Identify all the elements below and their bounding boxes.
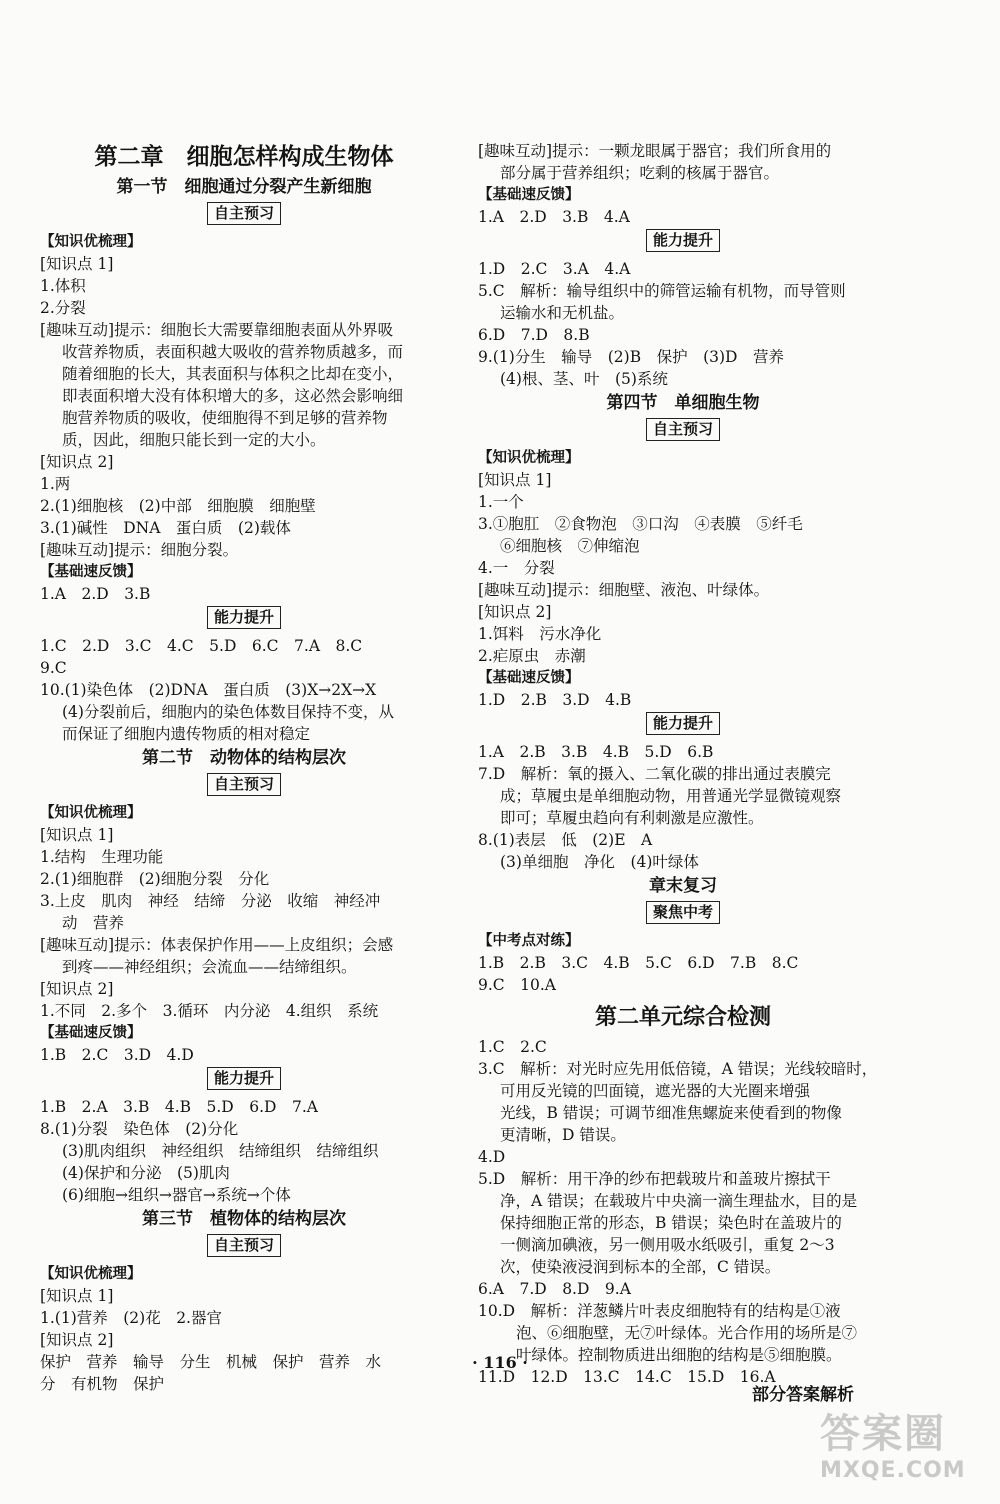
left-chapter-title: 第二章 细胞怎样构成生物体 — [94, 144, 394, 170]
right-answer-line: 1.C 2.C — [478, 1038, 547, 1056]
right-answer-line-cont: ⑥细胞核 ⑦伸缩泡 — [500, 537, 640, 555]
right-answer-line-cont: 更清晰，D 错误。 — [500, 1126, 626, 1144]
right-section-box — [478, 229, 888, 257]
right-answer-line: 1.D 2.C 3.A 4.A — [478, 260, 631, 278]
left-box-label: 能力提升 — [207, 1067, 281, 1090]
right-answer-line-cont: 一侧滴加碘液，另一侧用吸水纸吸引，重复 2～3 — [500, 1236, 835, 1254]
left-answer-line-cont: 而保证了细胞内遗传物质的相对稳定 — [62, 725, 311, 743]
left-answer-line: 8.(1)分裂 染色体 (2)分化 — [40, 1120, 239, 1138]
left-answer-line: [趣味互动]提示：体表保护作用——上皮组织；会感 — [40, 936, 394, 954]
right-section-box — [478, 418, 888, 446]
left-answer-line: 2.(1)细胞群 (2)细胞分裂 分化 — [40, 870, 270, 888]
right-answer-line: 2.疟原虫 赤潮 — [478, 647, 586, 665]
right-answer-line-cont: 保持细胞正常的形态，B 错误；染色时在盖玻片的 — [500, 1214, 842, 1232]
left-answer-line-cont: 胞营养物质的吸收，使细胞得不到足够的营养物 — [62, 409, 388, 427]
right-answer-line: 1.一个 — [478, 493, 524, 511]
right-box-label: 自主预习 — [646, 418, 720, 441]
left-answer-line: [知识点 2] — [40, 980, 114, 998]
left-answer-line: [知识点 1] — [40, 1287, 114, 1305]
right-section-title: 第四节 单细胞生物 — [606, 393, 760, 413]
right-answer-line-cont: 部分属于营养组织；吃剩的核属于器官。 — [500, 164, 780, 182]
left-answer-line: 1.A 2.D 3.B — [40, 585, 151, 603]
right-subsection-heading: 【基础速反馈】 — [478, 187, 580, 203]
left-section-box — [40, 606, 448, 634]
left-answer-line: 1.C 2.D 3.C 4.C 5.D 6.C 7.A 8.C — [40, 637, 363, 655]
left-answer-line-cont: 随着细胞的长大，其表面积与体积之比却在变小， — [62, 365, 404, 383]
left-section-title: 第三节 植物体的结构层次 — [142, 1209, 346, 1229]
left-box-label: 自主预习 — [207, 1234, 281, 1257]
right-answer-line: 11.D 12.D 13.C 14.C 15.D 16.A — [478, 1368, 776, 1386]
right-answer-line: [知识点 1] — [478, 471, 552, 489]
right-answer-line-cont: 次，使染液浸润到标本的全部，C 错误。 — [500, 1258, 781, 1276]
left-box-label: 能力提升 — [207, 606, 281, 629]
left-answer-line: 1.(1)营养 (2)花 2.器官 — [40, 1309, 222, 1327]
right-answer-line: 9.(1)分生 输导 (2)B 保护 (3)D 营养 — [478, 348, 784, 366]
left-answer-line: 保护 营养 输导 分生 机械 保护 营养 水 — [40, 1353, 382, 1371]
left-answer-line: 1.结构 生理功能 — [40, 848, 164, 866]
right-column — [478, 140, 888, 1388]
right-answer-line: 8.(1)表层 低 (2)E A — [478, 831, 653, 849]
left-answer-line-cont: 收营养物质，表面积越大吸收的营养物质越多，而 — [62, 343, 404, 361]
right-answer-line: 3.①胞肛 ②食物泡 ③口沟 ④表膜 ⑤纤毛 — [478, 515, 803, 533]
right-answer-line: 9.C 10.A — [478, 976, 556, 994]
right-answer-line: 7.D 解析：氧的摄入、二氧化碳的排出通过表膜完 — [478, 765, 831, 783]
right-answer-line: 1.A 2.D 3.B 4.A — [478, 208, 630, 226]
left-answer-line: 分 有机物 保护 — [40, 1375, 165, 1393]
left-answer-line: [知识点 2] — [40, 453, 114, 471]
left-subsection-heading: 【基础速反馈】 — [40, 564, 142, 580]
watermark-url: MXQE.COM — [820, 1458, 966, 1483]
right-answer-line: 5.C 解析：输导组织中的筛管运输有机物，而导管则 — [478, 282, 846, 300]
right-answer-line: 3.C 解析：对光时应先用低倍镜，A 错误；光线较暗时， — [478, 1060, 878, 1078]
left-section-box — [40, 773, 448, 801]
right-answer-line: 4.D — [478, 1148, 506, 1166]
left-answer-line: 9.C — [40, 659, 67, 677]
left-answer-line: 1.两 — [40, 475, 71, 493]
right-answer-line: [知识点 2] — [478, 603, 552, 621]
right-section-title: 章末复习 — [649, 876, 717, 896]
left-box-label: 自主预习 — [207, 202, 281, 225]
left-section-box — [40, 1234, 448, 1262]
left-answer-line: 10.(1)染色体 (2)DNA 蛋白质 (3)X→2X→X — [40, 681, 377, 699]
right-section-box — [478, 901, 888, 929]
left-answer-line: [趣味互动]提示：细胞长大需要靠细胞表面从外界吸 — [40, 321, 394, 339]
left-answer-line-cont: 即表面积增大没有体积增大的多，这必然会影响细 — [62, 387, 404, 405]
right-box-label: 能力提升 — [646, 712, 720, 735]
footer-title: 部分答案解析 — [752, 1385, 854, 1405]
right-box-label: 能力提升 — [646, 229, 720, 252]
right-answer-line: 6.A 7.D 8.D 9.A — [478, 1280, 631, 1298]
left-answer-line-cont: (4)分裂前后，细胞内的染色体数目保持不变，从 — [62, 703, 394, 721]
right-answer-line-cont: (3)单细胞 净化 (4)叶绿体 — [500, 853, 699, 871]
right-answer-line-cont: 叶绿体。控制物质进出细胞的结构是⑤细胞膜。 — [516, 1346, 842, 1364]
right-answer-line: 1.B 2.B 3.C 4.B 5.C 6.D 7.B 8.C — [478, 954, 799, 972]
right-answer-line: [趣味互动]提示：一颗龙眼属于器官；我们所食用的 — [478, 142, 832, 160]
left-answer-line: 1.B 2.C 3.D 4.D — [40, 1046, 194, 1064]
left-answer-line: [知识点 1] — [40, 255, 114, 273]
left-answer-line: [知识点 2] — [40, 1331, 114, 1349]
right-answer-line-cont: 泡、⑥细胞壁，无⑦叶绿体。光合作用的场所是⑦ — [516, 1324, 858, 1342]
left-answer-line-cont: (4)保护和分泌 (5)肌肉 — [62, 1164, 230, 1182]
watermark-logo — [820, 1410, 995, 1498]
right-answer-line-cont: 净，A 错误；在载玻片中央滴一滴生理盐水，目的是 — [500, 1192, 858, 1210]
right-answer-line-cont: 光线，B 错误；可调节细准焦螺旋来使看到的物像 — [500, 1104, 842, 1122]
page-number: · 116 · — [472, 1353, 528, 1372]
left-subsection-heading: 【知识优梳理】 — [40, 234, 142, 250]
right-answer-line: 1.A 2.B 3.B 4.B 5.D 6.B — [478, 743, 714, 761]
left-answer-line: 1.B 2.A 3.B 4.B 5.D 6.D 7.A — [40, 1098, 318, 1116]
left-column — [40, 140, 448, 1395]
left-answer-line-cont: 到疼——神经组织；会流血——结缔组织。 — [62, 958, 357, 976]
right-answer-line: [趣味互动]提示：细胞壁、液泡、叶绿体。 — [478, 581, 770, 599]
left-subsection-heading: 【知识优梳理】 — [40, 1266, 142, 1282]
right-answer-line-cont: 可用反光镜的凹面镜，遮光器的大光圈来增强 — [500, 1082, 811, 1100]
left-section-title: 第一节 细胞通过分裂产生新细胞 — [116, 177, 372, 197]
right-answer-line-cont: (4)根、茎、叶 (5)系统 — [500, 370, 668, 388]
left-box-label: 自主预习 — [207, 773, 281, 796]
watermark-text: 答案圈 — [820, 1411, 946, 1457]
left-answer-line-cont: 动 营养 — [62, 914, 125, 932]
left-subsection-heading: 【知识优梳理】 — [40, 805, 142, 821]
right-answer-line-cont: 即可；草履虫趋向有利刺激是应激性。 — [500, 809, 764, 827]
left-subsection-heading: 【基础速反馈】 — [40, 1025, 142, 1041]
right-box-label: 聚焦中考 — [646, 901, 720, 924]
left-answer-line: 3.(1)碱性 DNA 蛋白质 (2)载体 — [40, 519, 291, 537]
left-section-box — [40, 1067, 448, 1095]
right-answer-line: 4.一 分裂 — [478, 559, 555, 577]
left-answer-line: 2.分裂 — [40, 299, 86, 317]
right-subsection-heading: 【基础速反馈】 — [478, 670, 580, 686]
left-section-box — [40, 202, 448, 230]
right-answer-line: 5.D 解析：用干净的纱布把载玻片和盖玻片擦拭干 — [478, 1170, 831, 1188]
right-answer-line: 6.D 7.D 8.B — [478, 326, 590, 344]
left-answer-line: 1.体积 — [40, 277, 86, 295]
left-answer-line: [趣味互动]提示：细胞分裂。 — [40, 541, 239, 559]
left-answer-line: 1.不同 2.多个 3.循环 内分泌 4.组织 系统 — [40, 1002, 379, 1020]
right-answer-line-cont: 运输水和无机盐。 — [500, 304, 625, 322]
left-answer-line-cont: 质，因此，细胞只能长到一定的大小。 — [62, 431, 326, 449]
right-unit-test-title: 第二单元综合检测 — [594, 1005, 771, 1030]
right-answer-line: 1.D 2.B 3.D 4.B — [478, 691, 632, 709]
left-answer-line-cont: (3)肌肉组织 神经组织 结缔组织 结缔组织 — [62, 1142, 379, 1160]
right-section-box — [478, 712, 888, 740]
right-subsection-heading: 【知识优梳理】 — [478, 450, 580, 466]
left-answer-line: 2.(1)细胞核 (2)中部 细胞膜 细胞壁 — [40, 497, 316, 515]
left-section-title: 第二节 动物体的结构层次 — [142, 748, 346, 768]
left-answer-line: [知识点 1] — [40, 826, 114, 844]
right-answer-line-cont: 成；草履虫是单细胞动物，用普通光学显微镜观察 — [500, 787, 842, 805]
left-answer-line: 3.上皮 肌肉 神经 结缔 分泌 收缩 神经冲 — [40, 892, 381, 910]
right-subsection-heading: 【中考点对练】 — [478, 933, 580, 949]
right-answer-line: 10.D 解析：洋葱鳞片叶表皮细胞特有的结构是①液 — [478, 1302, 841, 1320]
right-answer-line: 1.饵料 污水净化 — [478, 625, 602, 643]
left-answer-line-cont: (6)细胞→组织→器官→系统→个体 — [62, 1186, 291, 1204]
